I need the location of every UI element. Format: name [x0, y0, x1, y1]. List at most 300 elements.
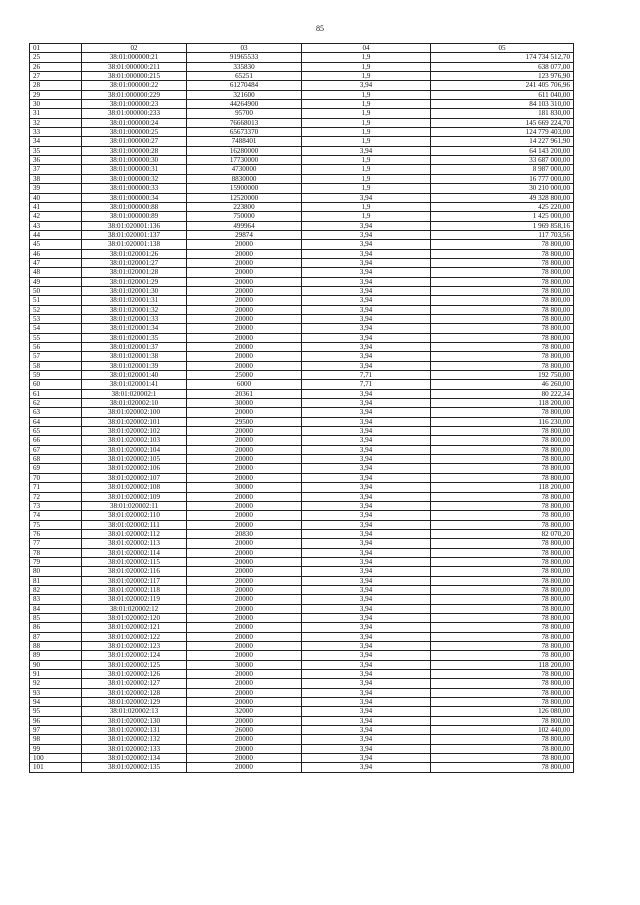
table-row: [30, 72, 574, 81]
value-cell: 78 800,00: [431, 548, 574, 557]
rate-cell: 3,94: [302, 268, 431, 277]
cadastral-number-cell: 38:01:020001:137: [82, 230, 187, 239]
row-number-cell: 36: [30, 156, 82, 165]
value-cell: 78 800,00: [431, 744, 574, 753]
area-cell: 20000: [187, 258, 302, 267]
row-number-cell: 30: [30, 100, 82, 109]
area-cell: 20000: [187, 754, 302, 763]
area-cell: 20000: [187, 623, 302, 632]
area-cell: 20000: [187, 314, 302, 323]
table-row: [30, 193, 574, 202]
table-row: [30, 464, 574, 473]
cadastral-number-cell: 38:01:020002:112: [82, 529, 187, 538]
rate-cell: 3,94: [302, 352, 431, 361]
row-number-cell: 58: [30, 361, 82, 370]
cadastral-number-cell: 38:01:020001:31: [82, 296, 187, 305]
value-cell: 124 779 403,00: [431, 128, 574, 137]
area-cell: 20000: [187, 744, 302, 753]
area-cell: 335830: [187, 62, 302, 71]
value-cell: 78 800,00: [431, 735, 574, 744]
row-number-cell: 98: [30, 735, 82, 744]
rate-cell: 3,94: [302, 492, 431, 501]
rate-cell: 3,94: [302, 576, 431, 585]
area-cell: 20000: [187, 604, 302, 613]
area-cell: 20000: [187, 651, 302, 660]
table-row: [30, 174, 574, 183]
cadastral-number-cell: 38:01:020002:128: [82, 688, 187, 697]
value-cell: 145 669 224,70: [431, 118, 574, 127]
rate-cell: 3,94: [302, 427, 431, 436]
table-row: [30, 632, 574, 641]
value-cell: 78 800,00: [431, 352, 574, 361]
area-cell: 20000: [187, 455, 302, 464]
cadastral-number-cell: 38:01:020002:121: [82, 623, 187, 632]
cadastral-number-cell: 38:01:020001:32: [82, 305, 187, 314]
row-number-cell: 34: [30, 137, 82, 146]
table-row: [30, 501, 574, 510]
cadastral-number-cell: 38:01:020002:125: [82, 660, 187, 669]
cadastral-number-cell: 38:01:020002:109: [82, 492, 187, 501]
table-row: [30, 613, 574, 622]
value-cell: 16 777 000,00: [431, 174, 574, 183]
value-cell: 241 405 706,96: [431, 81, 574, 90]
rate-cell: 3,94: [302, 258, 431, 267]
area-cell: 8830000: [187, 174, 302, 183]
area-cell: 321600: [187, 90, 302, 99]
row-number-cell: 100: [30, 754, 82, 763]
table-row: [30, 249, 574, 258]
table-row: [30, 324, 574, 333]
area-cell: 20000: [187, 670, 302, 679]
cadastral-number-cell: 38:01:000000:22: [82, 81, 187, 90]
table-row: [30, 726, 574, 735]
cadastral-number-cell: 38:01:020002:115: [82, 557, 187, 566]
value-cell: 78 800,00: [431, 277, 574, 286]
value-cell: 78 800,00: [431, 314, 574, 323]
area-cell: 20000: [187, 464, 302, 473]
table-row: [30, 277, 574, 286]
value-cell: 78 800,00: [431, 464, 574, 473]
row-number-cell: 75: [30, 520, 82, 529]
value-cell: 8 987 000,00: [431, 165, 574, 174]
row-number-cell: 92: [30, 679, 82, 688]
table-body: [30, 53, 574, 772]
rate-cell: 3,94: [302, 511, 431, 520]
rate-cell: 3,94: [302, 399, 431, 408]
value-cell: 78 800,00: [431, 268, 574, 277]
value-cell: 30 210 000,00: [431, 184, 574, 193]
rate-cell: 3,94: [302, 240, 431, 249]
value-cell: 78 800,00: [431, 716, 574, 725]
row-number-cell: 85: [30, 613, 82, 622]
area-cell: 20000: [187, 585, 302, 594]
cadastral-number-cell: 38:01:020002:134: [82, 754, 187, 763]
row-number-cell: 37: [30, 165, 82, 174]
row-number-cell: 91: [30, 670, 82, 679]
table-row: [30, 258, 574, 267]
rate-cell: 3,94: [302, 305, 431, 314]
area-cell: 65673370: [187, 128, 302, 137]
table-row: [30, 361, 574, 370]
value-cell: 78 800,00: [431, 642, 574, 651]
area-cell: 20000: [187, 268, 302, 277]
area-cell: 91965533: [187, 53, 302, 62]
row-number-cell: 48: [30, 268, 82, 277]
table-row: [30, 286, 574, 295]
rate-cell: 1,9: [302, 137, 431, 146]
table-row: [30, 408, 574, 417]
value-cell: 192 750,00: [431, 371, 574, 380]
row-number-cell: 40: [30, 193, 82, 202]
cadastral-number-cell: 38:01:000000:211: [82, 62, 187, 71]
area-cell: 30000: [187, 660, 302, 669]
area-cell: 61270484: [187, 81, 302, 90]
cadastral-number-cell: 38:01:020001:27: [82, 258, 187, 267]
rate-cell: 1,9: [302, 53, 431, 62]
cadastral-number-cell: 38:01:020001:38: [82, 352, 187, 361]
table-row: [30, 296, 574, 305]
column-header: 03: [187, 44, 302, 53]
row-number-cell: 90: [30, 660, 82, 669]
value-cell: 118 200,00: [431, 660, 574, 669]
value-cell: 118 200,00: [431, 399, 574, 408]
area-cell: 20000: [187, 352, 302, 361]
row-number-cell: 101: [30, 763, 82, 772]
row-number-cell: 80: [30, 567, 82, 576]
column-header: 01: [30, 44, 82, 53]
rate-cell: 3,94: [302, 314, 431, 323]
row-number-cell: 25: [30, 53, 82, 62]
table-row: [30, 660, 574, 669]
area-cell: 20000: [187, 679, 302, 688]
row-number-cell: 70: [30, 473, 82, 482]
cadastral-number-cell: 38:01:000000:23: [82, 100, 187, 109]
area-cell: 30000: [187, 399, 302, 408]
value-cell: 49 328 800,00: [431, 193, 574, 202]
rate-cell: 3,94: [302, 193, 431, 202]
area-cell: 20000: [187, 343, 302, 352]
cadastral-number-cell: 38:01:000000:34: [82, 193, 187, 202]
cadastral-number-cell: 38:01:000000:233: [82, 109, 187, 118]
rate-cell: 3,94: [302, 651, 431, 660]
row-number-cell: 62: [30, 399, 82, 408]
area-cell: 44264900: [187, 100, 302, 109]
area-cell: 20000: [187, 511, 302, 520]
rate-cell: 3,94: [302, 688, 431, 697]
row-number-cell: 69: [30, 464, 82, 473]
cadastral-number-cell: 38:01:000000:229: [82, 90, 187, 99]
value-cell: 84 103 310,00: [431, 100, 574, 109]
area-cell: 20000: [187, 716, 302, 725]
value-cell: 78 800,00: [431, 651, 574, 660]
table-row: [30, 707, 574, 716]
area-cell: 4730000: [187, 165, 302, 174]
table-row: [30, 679, 574, 688]
table-row: [30, 576, 574, 585]
value-cell: 78 800,00: [431, 333, 574, 342]
rate-cell: 3,94: [302, 726, 431, 735]
value-cell: 78 800,00: [431, 623, 574, 632]
table-row: [30, 81, 574, 90]
area-cell: 17730000: [187, 156, 302, 165]
table-row: [30, 109, 574, 118]
rate-cell: 3,94: [302, 389, 431, 398]
area-cell: 20000: [187, 698, 302, 707]
rate-cell: 3,94: [302, 548, 431, 557]
cadastral-number-cell: 38:01:020002:11: [82, 501, 187, 510]
cadastral-number-cell: 38:01:020002:111: [82, 520, 187, 529]
rate-cell: 3,94: [302, 361, 431, 370]
area-cell: 15900000: [187, 184, 302, 193]
area-cell: 20000: [187, 361, 302, 370]
area-cell: 65251: [187, 72, 302, 81]
row-number-cell: 84: [30, 604, 82, 613]
row-number-cell: 96: [30, 716, 82, 725]
cadastral-number-cell: 38:01:020001:41: [82, 380, 187, 389]
row-number-cell: 65: [30, 427, 82, 436]
table-row: [30, 212, 574, 221]
cadastral-number-cell: 38:01:020002:113: [82, 539, 187, 548]
table-row: [30, 455, 574, 464]
cadastral-number-cell: 38:01:020001:138: [82, 240, 187, 249]
value-cell: 78 800,00: [431, 305, 574, 314]
rate-cell: 3,94: [302, 539, 431, 548]
table-row: [30, 128, 574, 137]
row-number-cell: 66: [30, 436, 82, 445]
rate-cell: 1,9: [302, 212, 431, 221]
cadastral-number-cell: 38:01:020001:37: [82, 343, 187, 352]
area-cell: 20361: [187, 389, 302, 398]
area-cell: 20000: [187, 324, 302, 333]
cadastral-number-cell: 38:01:000000:33: [82, 184, 187, 193]
row-number-cell: 89: [30, 651, 82, 660]
table-row: [30, 118, 574, 127]
value-cell: 425 220,00: [431, 202, 574, 211]
rate-cell: 3,94: [302, 763, 431, 772]
value-cell: 78 800,00: [431, 763, 574, 772]
value-cell: 78 800,00: [431, 613, 574, 622]
cadastral-number-cell: 38:01:020001:35: [82, 333, 187, 342]
row-number-cell: 53: [30, 314, 82, 323]
row-number-cell: 26: [30, 62, 82, 71]
row-number-cell: 68: [30, 455, 82, 464]
table-row: [30, 314, 574, 323]
row-number-cell: 52: [30, 305, 82, 314]
rate-cell: 1,9: [302, 165, 431, 174]
value-cell: 78 800,00: [431, 427, 574, 436]
cadastral-number-cell: 38:01:020002:13: [82, 707, 187, 716]
row-number-cell: 72: [30, 492, 82, 501]
row-number-cell: 35: [30, 146, 82, 155]
rate-cell: 1,9: [302, 109, 431, 118]
cadastral-number-cell: 38:01:020001:29: [82, 277, 187, 286]
rate-cell: 1,9: [302, 62, 431, 71]
cadastral-number-cell: 38:01:000000:21: [82, 53, 187, 62]
row-number-cell: 50: [30, 286, 82, 295]
rate-cell: 3,94: [302, 604, 431, 613]
row-number-cell: 38: [30, 174, 82, 183]
row-number-cell: 74: [30, 511, 82, 520]
value-cell: 78 800,00: [431, 492, 574, 501]
cadastral-number-cell: 38:01:020002:107: [82, 473, 187, 482]
cadastral-number-cell: 38:01:000000:32: [82, 174, 187, 183]
rate-cell: 3,94: [302, 529, 431, 538]
rate-cell: 3,94: [302, 698, 431, 707]
value-cell: 78 800,00: [431, 324, 574, 333]
cadastral-number-cell: 38:01:020002:106: [82, 464, 187, 473]
cadastral-number-cell: 38:01:020002:120: [82, 613, 187, 622]
cadastral-number-cell: 38:01:020002:122: [82, 632, 187, 641]
table-row: [30, 352, 574, 361]
rate-cell: 3,94: [302, 417, 431, 426]
table-row: [30, 90, 574, 99]
row-number-cell: 28: [30, 81, 82, 90]
rate-cell: 1,9: [302, 100, 431, 109]
area-cell: 20000: [187, 277, 302, 286]
cadastral-number-cell: 38:01:020002:129: [82, 698, 187, 707]
area-cell: 20000: [187, 595, 302, 604]
row-number-cell: 60: [30, 380, 82, 389]
area-cell: 20000: [187, 557, 302, 566]
value-cell: 78 800,00: [431, 576, 574, 585]
table-header-row: [30, 44, 574, 53]
cadastral-number-cell: 38:01:020002:110: [82, 511, 187, 520]
area-cell: 20000: [187, 436, 302, 445]
value-cell: 78 800,00: [431, 670, 574, 679]
row-number-cell: 47: [30, 258, 82, 267]
row-number-cell: 71: [30, 483, 82, 492]
rate-cell: 3,94: [302, 333, 431, 342]
rate-cell: 1,9: [302, 174, 431, 183]
cadastral-number-cell: 38:01:020001:39: [82, 361, 187, 370]
rate-cell: 3,94: [302, 230, 431, 239]
value-cell: 102 440,00: [431, 726, 574, 735]
area-cell: 20000: [187, 520, 302, 529]
value-cell: 638 077,00: [431, 62, 574, 71]
cadastral-number-cell: 38:01:020002:119: [82, 595, 187, 604]
row-number-cell: 63: [30, 408, 82, 417]
row-number-cell: 32: [30, 118, 82, 127]
table-row: [30, 670, 574, 679]
rate-cell: 3,94: [302, 585, 431, 594]
area-cell: 6000: [187, 380, 302, 389]
value-cell: 126 080,00: [431, 707, 574, 716]
area-cell: 25000: [187, 371, 302, 380]
rate-cell: 3,94: [302, 632, 431, 641]
value-cell: 78 800,00: [431, 595, 574, 604]
table-row: [30, 202, 574, 211]
area-cell: 20000: [187, 473, 302, 482]
cadastral-number-cell: 38:01:020001:26: [82, 249, 187, 258]
value-cell: 78 800,00: [431, 445, 574, 454]
row-number-cell: 88: [30, 642, 82, 651]
area-cell: 20000: [187, 492, 302, 501]
cadastral-number-cell: 38:01:020001:30: [82, 286, 187, 295]
area-cell: 7488401: [187, 137, 302, 146]
rate-cell: 3,94: [302, 408, 431, 417]
cadastral-number-cell: 38:01:020001:33: [82, 314, 187, 323]
cadastral-number-cell: 38:01:000000:215: [82, 72, 187, 81]
rate-cell: 3,94: [302, 324, 431, 333]
rate-cell: 1,9: [302, 128, 431, 137]
area-cell: 32000: [187, 707, 302, 716]
table-row: [30, 585, 574, 594]
table-row: [30, 53, 574, 62]
value-cell: 1 969 858,16: [431, 221, 574, 230]
cadastral-number-cell: 38:01:020002:102: [82, 427, 187, 436]
data-table: [29, 43, 574, 773]
table-row: [30, 511, 574, 520]
rate-cell: 1,9: [302, 202, 431, 211]
cadastral-number-cell: 38:01:020002:118: [82, 585, 187, 594]
rate-cell: 7,71: [302, 380, 431, 389]
cadastral-number-cell: 38:01:000000:27: [82, 137, 187, 146]
rate-cell: 3,94: [302, 296, 431, 305]
value-cell: 78 800,00: [431, 511, 574, 520]
rate-cell: 3,94: [302, 735, 431, 744]
column-header: 05: [431, 44, 574, 53]
table-row: [30, 156, 574, 165]
cadastral-number-cell: 38:01:020002:101: [82, 417, 187, 426]
table-row: [30, 100, 574, 109]
rate-cell: 3,94: [302, 670, 431, 679]
area-cell: 29500: [187, 417, 302, 426]
table-row: [30, 567, 574, 576]
value-cell: 123 976,90: [431, 72, 574, 81]
rate-cell: 3,94: [302, 623, 431, 632]
area-cell: 20830: [187, 529, 302, 538]
column-header: 04: [302, 44, 431, 53]
table-row: [30, 240, 574, 249]
area-cell: 20000: [187, 642, 302, 651]
area-cell: 499964: [187, 221, 302, 230]
value-cell: 78 800,00: [431, 473, 574, 482]
row-number-cell: 82: [30, 585, 82, 594]
rate-cell: 3,94: [302, 464, 431, 473]
cadastral-number-cell: 38:01:020002:135: [82, 763, 187, 772]
table-row: [30, 483, 574, 492]
cadastral-number-cell: 38:01:000000:25: [82, 128, 187, 137]
table-row: [30, 595, 574, 604]
cadastral-number-cell: 38:01:000000:31: [82, 165, 187, 174]
value-cell: 82 070,20: [431, 529, 574, 538]
table-row: [30, 380, 574, 389]
row-number-cell: 79: [30, 557, 82, 566]
area-cell: 20000: [187, 427, 302, 436]
row-number-cell: 78: [30, 548, 82, 557]
value-cell: 78 800,00: [431, 698, 574, 707]
cadastral-number-cell: 38:01:020001:28: [82, 268, 187, 277]
value-cell: 78 800,00: [431, 343, 574, 352]
rate-cell: 3,94: [302, 679, 431, 688]
area-cell: 95700: [187, 109, 302, 118]
rate-cell: 1,9: [302, 156, 431, 165]
cadastral-number-cell: 38:01:000000:24: [82, 118, 187, 127]
cadastral-number-cell: 38:01:020002:127: [82, 679, 187, 688]
rate-cell: 1,9: [302, 118, 431, 127]
row-number-cell: 41: [30, 202, 82, 211]
rate-cell: 3,94: [302, 707, 431, 716]
area-cell: 20000: [187, 286, 302, 295]
table-row: [30, 473, 574, 482]
cadastral-number-cell: 38:01:020002:12: [82, 604, 187, 613]
value-cell: 78 800,00: [431, 501, 574, 510]
rate-cell: 1,9: [302, 72, 431, 81]
value-cell: 1 425 000,00: [431, 212, 574, 221]
cadastral-number-cell: 38:01:020002:130: [82, 716, 187, 725]
table-row: [30, 445, 574, 454]
row-number-cell: 67: [30, 445, 82, 454]
